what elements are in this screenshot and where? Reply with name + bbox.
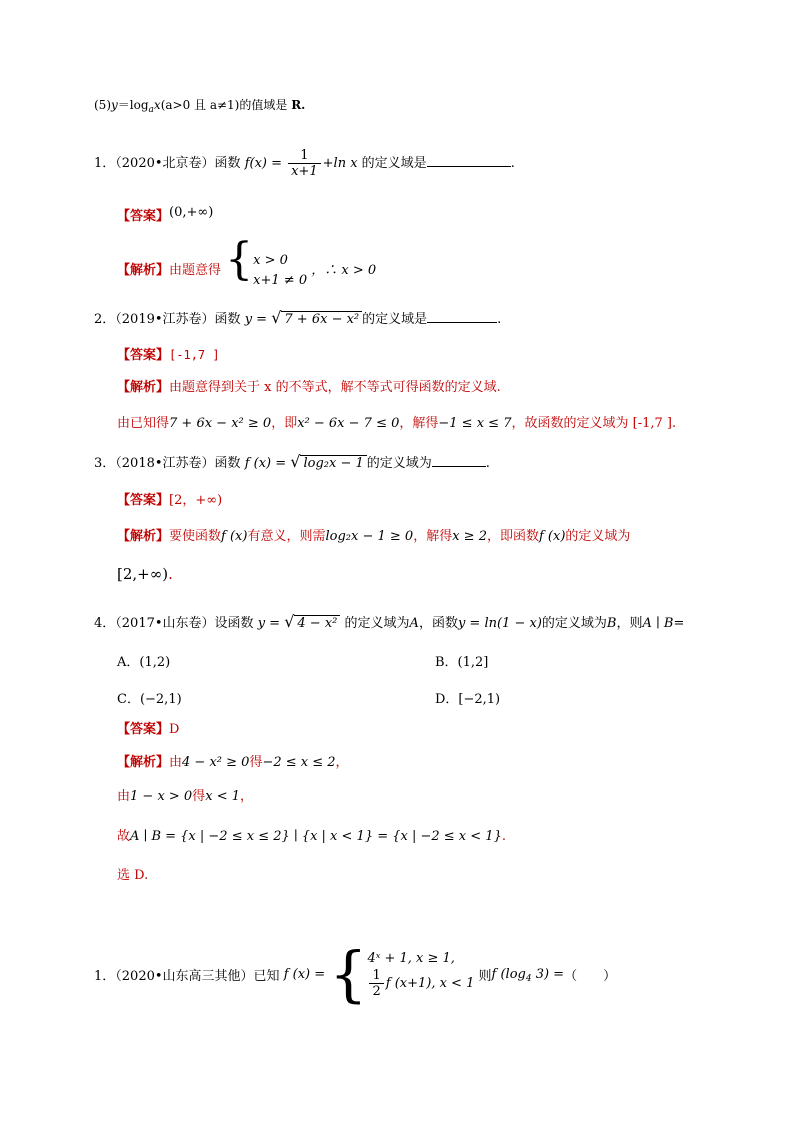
radicand: 4 − x²: [294, 615, 340, 632]
period: .: [510, 156, 515, 171]
answer-label: 【答案】: [117, 348, 170, 363]
question-2: [94, 308, 501, 328]
math: x ≥ 2: [452, 529, 487, 544]
question-4: [94, 612, 684, 632]
text: ，: [335, 755, 349, 770]
fraction: [288, 148, 321, 179]
fraction-numerator: 1: [369, 968, 383, 984]
analysis-label: 【解析】: [117, 529, 170, 544]
inequality: x² − 6x − 7 ≤ 0: [297, 416, 400, 431]
math-y: y = ln(1 − x): [457, 616, 542, 631]
math-log: ＝log: [117, 98, 149, 112]
math: 4 − x² ≥ 0: [182, 755, 250, 770]
text: ，函数: [418, 616, 458, 631]
sqrt-icon: √: [284, 612, 295, 631]
answer-label: 【答案】: [117, 493, 170, 508]
interval: [2,+∞): [117, 565, 169, 583]
q3-analysis: [117, 525, 630, 544]
text: 则: [478, 969, 492, 984]
answer-value: (0,+∞): [169, 205, 214, 220]
piecewise-cases: [367, 950, 474, 999]
math-ln: +ln x: [322, 156, 358, 171]
text: ，即: [271, 416, 298, 431]
question-source: （2020•山东高三其他）已知: [115, 969, 280, 984]
answer-label: 【答案】: [117, 722, 170, 737]
math-fx: f(x) =: [244, 156, 282, 171]
math: 3) =: [531, 967, 565, 982]
q2-answer: [117, 344, 220, 363]
item-number: (5): [94, 98, 111, 112]
answer-value: D: [169, 722, 180, 737]
brace-icon: {: [225, 234, 254, 285]
fraction: [369, 968, 383, 999]
q4-analysis: [117, 751, 349, 770]
q3-answer: [117, 489, 222, 508]
math: A ∣ B = {x | −2 ≤ x ≤ 2} ∣ {x | x < 1} = {x | −2 ≤ x < 1}: [130, 829, 502, 844]
question-tail: 的定义域是: [362, 312, 428, 327]
case-1: 4ˣ + 1, x ≥ 1,: [367, 951, 455, 966]
math: log₂x − 1 ≥ 0: [325, 529, 414, 544]
option-B-label: B．(1,2]: [435, 655, 489, 670]
period: .: [485, 456, 490, 471]
text: 选 D.: [117, 868, 149, 883]
answer-value: [-1,7 ]: [169, 348, 220, 362]
answer-blank: [427, 311, 497, 323]
question-source: （2020•北京卷）函数: [115, 156, 241, 171]
math-fx: f (x) =: [244, 456, 287, 471]
text: 得: [192, 789, 206, 804]
q3-analysis-line2: [117, 565, 173, 583]
period: .: [497, 312, 502, 327]
result: ，∴ x > 0: [311, 263, 377, 278]
text: ，解得: [413, 529, 453, 544]
math: −2 ≤ x ≤ 2: [262, 755, 336, 770]
text: ，则: [616, 616, 643, 631]
answer-blank: [427, 155, 511, 167]
question-tail: 的定义域为: [366, 456, 432, 471]
option-C[interactable]: [117, 688, 182, 707]
radicand: log₂x − 1: [300, 455, 366, 472]
text: ，解得: [399, 416, 439, 431]
math: 1 − x > 0: [130, 789, 193, 804]
log-base: 4: [525, 974, 532, 984]
question-tail: 的定义域是: [361, 156, 427, 171]
text: 故: [117, 829, 131, 844]
log-base: a: [148, 105, 154, 115]
range-R: R.: [291, 98, 306, 112]
analysis-text: 由题意得到关于 x 的不等式，解不等式可得函数的定义域.: [169, 380, 501, 395]
sqrt-icon: √: [290, 452, 301, 471]
question-number: 1．: [94, 969, 116, 984]
text: 由: [169, 755, 183, 770]
question-source: （2019•江苏卷）函数: [115, 312, 241, 327]
set-B: B: [606, 616, 617, 631]
option-C-label: C．(−2,1): [117, 692, 182, 707]
text: .: [501, 829, 506, 844]
question-number: 3．: [94, 456, 116, 471]
inequality: −1 ≤ x ≤ 7: [438, 416, 512, 431]
q1-answer: [117, 205, 213, 224]
question-3: [94, 452, 490, 472]
text: ，: [240, 789, 254, 804]
fraction-numerator: 1: [288, 148, 321, 164]
period: .: [168, 565, 173, 583]
question-1: [94, 148, 515, 179]
q4-analysis-line3: [117, 825, 506, 844]
inequality: 7 + 6x − x² ≥ 0: [169, 416, 272, 431]
property-5-line: [94, 96, 305, 115]
text: 的定义域为: [565, 529, 631, 544]
option-A-label: A．(1,2): [117, 655, 171, 670]
text: ，即函数: [486, 529, 539, 544]
brace-icon: {: [329, 939, 368, 1010]
answer-label: 【答案】: [117, 209, 170, 224]
q4-answer: [117, 718, 179, 737]
math: f (x): [538, 529, 566, 544]
q2-analysis: [117, 376, 501, 395]
math-y: y =: [257, 616, 281, 631]
set-expression: A ∣ B=: [642, 616, 685, 631]
case-system: [253, 251, 307, 291]
analysis-label: 【解析】: [117, 755, 170, 770]
text: 要使函数: [169, 529, 222, 544]
math: f (x): [221, 529, 248, 544]
question-number: 2．: [94, 312, 116, 327]
text: 有意义，则需: [247, 529, 326, 544]
case-2: [367, 968, 474, 999]
case-2: x+1 ≠ 0: [253, 272, 308, 288]
answer-value: [2，+∞): [169, 493, 223, 508]
radicand: 7 + 6x − x²: [281, 311, 362, 328]
analysis-text: 由题意得: [169, 263, 222, 278]
analysis-label: 【解析】: [117, 380, 170, 395]
q4-analysis-line2: [117, 785, 253, 804]
math: f (log: [491, 967, 526, 982]
answer-paren: （ ）: [564, 969, 617, 984]
case-1: x > 0: [253, 252, 288, 268]
fraction-denominator: 2: [372, 984, 381, 999]
math-fx: f (x) =: [283, 967, 326, 982]
question-number: 4．: [94, 616, 116, 631]
sqrt-icon: √: [271, 308, 282, 327]
math-y: y =: [244, 312, 268, 327]
analysis-label: 【解析】: [117, 263, 170, 278]
case-2-rest: f (x+1), x < 1: [385, 976, 475, 991]
text: 的定义域为: [541, 616, 607, 631]
text: ，故函数的定义域为 [-1,7 ].: [511, 416, 677, 431]
math: x < 1: [205, 789, 240, 804]
question-5: [94, 939, 617, 1010]
option-A[interactable]: [117, 651, 170, 670]
condition-text: (a>0 且 a≠1)的值域是: [160, 98, 292, 112]
answer-blank: [432, 455, 486, 467]
q4-analysis-line4: [117, 864, 148, 883]
option-D-label: D．[−2,1): [435, 692, 501, 707]
question-source: （2018•江苏卷）函数: [115, 456, 241, 471]
math-x: x: [153, 98, 161, 112]
option-D[interactable]: [435, 688, 500, 707]
text: 由: [117, 789, 131, 804]
text: 得: [249, 755, 263, 770]
text: 的定义域为: [344, 616, 410, 631]
q1-analysis: [117, 234, 377, 291]
question-source: （2017•山东卷）设函数: [115, 616, 254, 631]
set-A: A: [409, 616, 419, 631]
text: 由已知得: [117, 416, 170, 431]
option-B[interactable]: [435, 651, 488, 670]
math-y: y: [111, 98, 118, 112]
q2-analysis-line2: [117, 412, 676, 431]
question-number: 1．: [94, 156, 116, 171]
fraction-denominator: x+1: [291, 164, 318, 179]
